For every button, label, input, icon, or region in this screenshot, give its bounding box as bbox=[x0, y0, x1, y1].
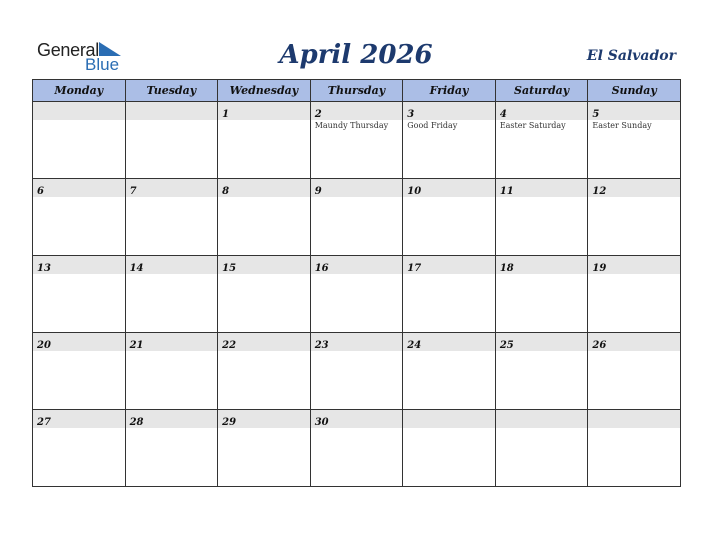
day-cell bbox=[310, 256, 403, 333]
day-cell bbox=[125, 256, 218, 333]
day-number-bar bbox=[496, 410, 588, 428]
day-number: 6 bbox=[37, 186, 44, 197]
day-number: 12 bbox=[592, 186, 607, 197]
day-cell bbox=[218, 333, 311, 410]
day-number: 20 bbox=[37, 340, 51, 351]
day-number: 7 bbox=[129, 186, 137, 197]
day-cell bbox=[403, 179, 496, 256]
day-cell bbox=[33, 102, 126, 179]
day-number-bar bbox=[496, 333, 588, 351]
day-cell bbox=[310, 333, 403, 410]
day-number-bar bbox=[218, 256, 310, 274]
week-row bbox=[33, 102, 681, 179]
week-row bbox=[33, 256, 681, 333]
day-cell bbox=[495, 179, 588, 256]
day-number-bar bbox=[496, 256, 588, 274]
day-number-bar bbox=[218, 410, 310, 428]
day-number: 18 bbox=[499, 263, 514, 274]
country-name: El Salvador bbox=[586, 48, 676, 64]
day-cell bbox=[403, 102, 496, 179]
weekday-header-wednesday: Wednesday bbox=[218, 80, 311, 102]
weekday-header-thursday: Thursday bbox=[310, 80, 403, 102]
day-number: 30 bbox=[314, 417, 329, 428]
day-cell bbox=[495, 256, 588, 333]
day-number-bar bbox=[311, 410, 403, 428]
day-number-bar bbox=[588, 333, 680, 351]
weekday-header-monday: Monday bbox=[33, 80, 126, 102]
day-number-bar bbox=[126, 102, 218, 120]
day-number-bar bbox=[403, 256, 495, 274]
day-number: 9 bbox=[314, 186, 322, 197]
day-number-bar bbox=[403, 410, 495, 428]
day-cell bbox=[495, 102, 588, 179]
day-cell bbox=[495, 333, 588, 410]
day-number: 10 bbox=[407, 186, 422, 197]
weekday-header-tuesday: Tuesday bbox=[125, 80, 218, 102]
day-cell bbox=[125, 179, 218, 256]
day-number-bar bbox=[33, 333, 125, 351]
day-cell bbox=[125, 410, 218, 487]
week-row bbox=[33, 410, 681, 487]
day-number-bar bbox=[403, 179, 495, 197]
calendar-title: April 2026 bbox=[279, 40, 433, 70]
day-cell bbox=[218, 179, 311, 256]
day-number: 2 bbox=[314, 109, 322, 120]
day-cell bbox=[218, 256, 311, 333]
week-row bbox=[33, 179, 681, 256]
day-number-bar bbox=[311, 256, 403, 274]
day-number: 15 bbox=[222, 263, 237, 274]
day-number: 16 bbox=[314, 263, 329, 274]
day-number: 25 bbox=[499, 340, 514, 351]
day-number-bar bbox=[126, 333, 218, 351]
day-number-bar bbox=[33, 410, 125, 428]
day-cell bbox=[403, 256, 496, 333]
day-cell bbox=[33, 179, 126, 256]
calendar-grid bbox=[32, 79, 681, 487]
weekday-header-saturday: Saturday bbox=[495, 80, 588, 102]
day-number-bar bbox=[33, 102, 125, 120]
day-number-bar bbox=[33, 256, 125, 274]
day-cell bbox=[218, 410, 311, 487]
day-cell bbox=[495, 410, 588, 487]
day-cell bbox=[588, 179, 681, 256]
day-number: 23 bbox=[314, 340, 329, 351]
day-number: 27 bbox=[37, 417, 51, 428]
holiday-label: Easter Saturday bbox=[499, 121, 566, 130]
day-number: 4 bbox=[499, 109, 507, 120]
day-cell bbox=[33, 256, 126, 333]
holiday-label: Good Friday bbox=[407, 121, 458, 130]
day-number-bar bbox=[311, 333, 403, 351]
day-cell bbox=[310, 102, 403, 179]
day-number-bar bbox=[588, 102, 680, 120]
day-cell bbox=[33, 410, 126, 487]
day-number: 3 bbox=[407, 109, 415, 120]
day-number-bar bbox=[588, 256, 680, 274]
day-number-bar bbox=[496, 102, 588, 120]
day-number: 21 bbox=[129, 340, 144, 351]
holiday-label: Maundy Thursday bbox=[314, 121, 389, 130]
day-number: 29 bbox=[222, 417, 237, 428]
day-number-bar bbox=[588, 410, 680, 428]
day-number-bar bbox=[126, 256, 218, 274]
brand-general-text: General bbox=[37, 40, 99, 60]
day-cell bbox=[588, 256, 681, 333]
day-number-bar bbox=[218, 333, 310, 351]
day-number: 8 bbox=[222, 186, 230, 197]
day-number: 19 bbox=[592, 263, 607, 274]
day-number: 22 bbox=[222, 340, 237, 351]
day-number: 26 bbox=[592, 340, 607, 351]
day-number-bar bbox=[311, 102, 403, 120]
day-cell bbox=[125, 333, 218, 410]
day-number: 24 bbox=[407, 340, 422, 351]
day-number: 5 bbox=[592, 109, 600, 120]
day-cell bbox=[403, 333, 496, 410]
day-number-bar bbox=[126, 410, 218, 428]
weekday-header-friday: Friday bbox=[403, 80, 496, 102]
day-number: 11 bbox=[499, 186, 514, 197]
day-cell bbox=[588, 410, 681, 487]
day-number-bar bbox=[33, 179, 125, 197]
day-number: 28 bbox=[129, 417, 144, 428]
week-row bbox=[33, 333, 681, 410]
day-cell bbox=[310, 179, 403, 256]
day-number: 17 bbox=[407, 263, 422, 274]
day-number: 13 bbox=[37, 263, 51, 274]
day-number: 14 bbox=[129, 263, 144, 274]
day-number-bar bbox=[403, 102, 495, 120]
day-cell bbox=[33, 333, 126, 410]
day-number-bar bbox=[496, 179, 588, 197]
day-number-bar bbox=[218, 102, 310, 120]
day-number: 1 bbox=[222, 109, 230, 120]
day-cell bbox=[403, 410, 496, 487]
day-cell bbox=[588, 333, 681, 410]
day-cell bbox=[125, 102, 218, 179]
weekday-header-row bbox=[33, 80, 681, 102]
day-number-bar bbox=[311, 179, 403, 197]
day-number-bar bbox=[218, 179, 310, 197]
calendar-body bbox=[33, 102, 681, 487]
day-number-bar bbox=[588, 179, 680, 197]
day-number-bar bbox=[403, 333, 495, 351]
day-cell bbox=[588, 102, 681, 179]
day-number-bar bbox=[126, 179, 218, 197]
day-cell bbox=[218, 102, 311, 179]
weekday-header-sunday: Sunday bbox=[588, 80, 681, 102]
holiday-label: Easter Sunday bbox=[592, 121, 652, 130]
day-cell bbox=[310, 410, 403, 487]
brand-blue-text: Blue bbox=[85, 55, 120, 74]
